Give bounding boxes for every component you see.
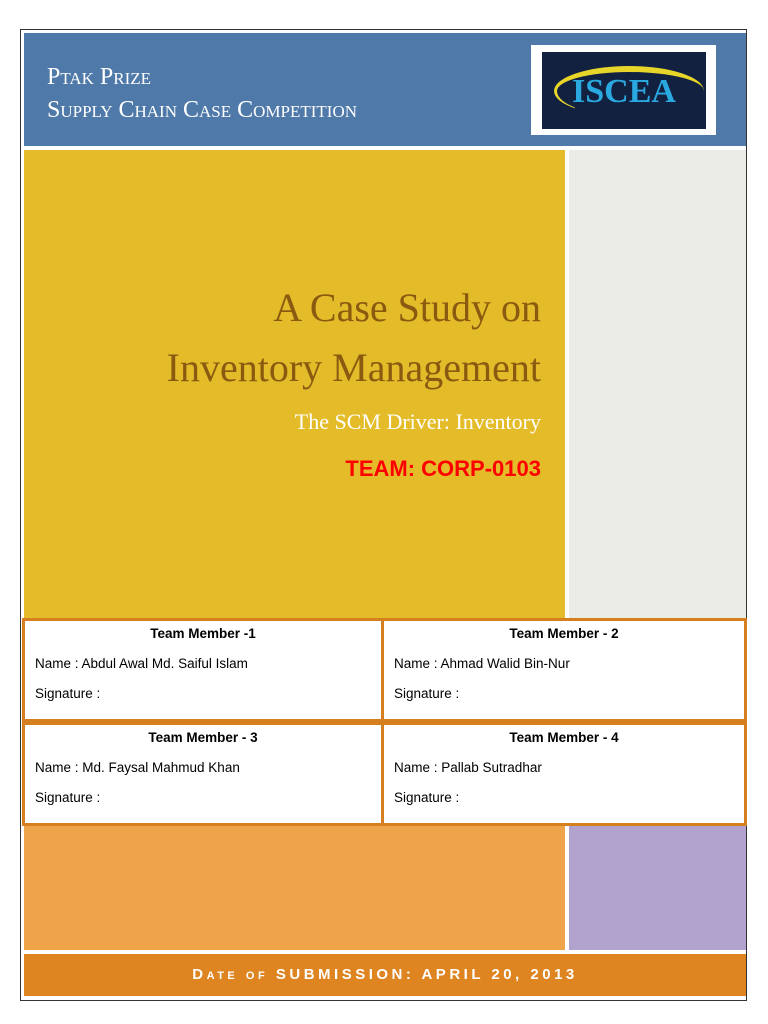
report-title-line2: Inventory Management — [166, 345, 541, 390]
member-heading: Team Member - 2 — [509, 626, 619, 641]
member-signature: Signature : — [394, 686, 460, 701]
member-name: Name : Md. Faysal Mahmud Khan — [35, 760, 240, 775]
bottom-panel-purple — [569, 826, 746, 950]
member-card-4 — [381, 722, 747, 826]
member-signature: Signature : — [35, 686, 101, 701]
team-id: TEAM: CORP-0103 — [345, 456, 541, 481]
header-banner — [24, 33, 746, 146]
member-name: Name : Pallab Sutradhar — [394, 760, 542, 775]
member-name: Name : Ahmad Walid Bin-Nur — [394, 656, 570, 671]
member-name: Name : Abdul Awal Md. Saiful Islam — [35, 656, 248, 671]
member-card-1 — [22, 618, 384, 722]
report-title-line1: A Case Study on — [273, 285, 541, 330]
submission-date-banner: Date of SUBMISSION: APRIL 20, 2013 — [24, 954, 746, 996]
member-card-2 — [381, 618, 747, 722]
report-title — [167, 278, 541, 398]
member-heading: Team Member -1 — [150, 626, 256, 641]
member-signature: Signature : — [394, 790, 460, 805]
member-heading: Team Member - 3 — [148, 730, 258, 745]
competition-title-line1: Ptak Prize — [47, 64, 152, 90]
logo-background — [542, 52, 706, 129]
side-panel-gray — [569, 150, 746, 618]
team-members-section — [22, 618, 747, 826]
member-card-3 — [22, 722, 384, 826]
member-heading: Team Member - 4 — [509, 730, 619, 745]
iscea-logo — [531, 45, 716, 135]
logo-text: ISCEA — [572, 73, 676, 110]
report-subtitle: The SCM Driver: Inventory — [294, 409, 541, 434]
member-signature: Signature : — [35, 790, 101, 805]
bottom-panel-orange — [24, 826, 565, 950]
competition-title-line2: Supply Chain Case Competition — [47, 97, 357, 123]
competition-title — [47, 61, 357, 127]
title-panel — [24, 150, 565, 618]
